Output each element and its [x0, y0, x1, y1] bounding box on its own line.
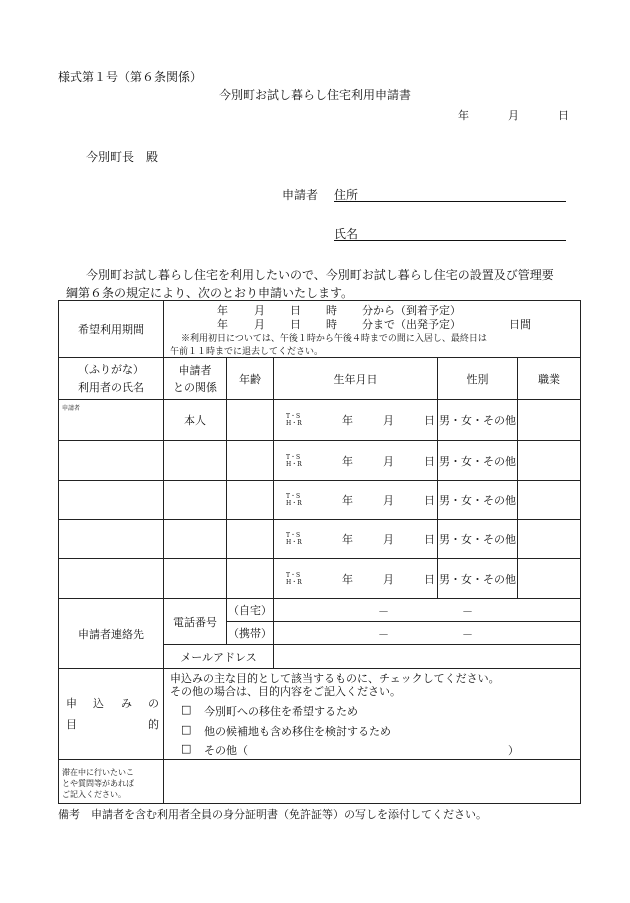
form-title: 今別町お試し暮らし住宅利用申請書 [219, 88, 412, 102]
relation-cell[interactable] [164, 441, 227, 481]
user-name-cell[interactable] [59, 559, 164, 599]
table-row [59, 481, 581, 520]
stay-label: 滞在中に行いたいこ とや質問等があれば ご記入ください。 [59, 760, 164, 804]
purpose-row [59, 669, 581, 760]
sex-cell[interactable]: 男・女・その他 [438, 520, 518, 559]
period-note-2: 午前１１時までに退去してください。 [170, 347, 324, 357]
birthdate-cell[interactable]: T・S H・R 年 月 日 [274, 481, 438, 520]
purpose-checkbox-1[interactable]: □ [181, 703, 192, 716]
relation-cell[interactable] [164, 559, 227, 599]
relation-cell[interactable] [164, 481, 227, 520]
job-cell[interactable] [518, 441, 581, 481]
purpose-instruction-2: その他の場合は、目的内容をご記入ください。 [170, 685, 401, 698]
mobile-label: （携帯） [227, 622, 274, 645]
addressee: 今別町長 殿 [86, 150, 159, 164]
era-choice[interactable]: T・S H・R [286, 532, 302, 546]
name-field[interactable] [334, 240, 566, 241]
birthdate-cell[interactable]: T・S H・R 年 月 日 [274, 441, 438, 481]
sex-cell[interactable]: 男・女・その他 [438, 441, 518, 481]
stay-field[interactable] [164, 760, 581, 804]
age-cell[interactable] [227, 400, 274, 441]
contact-label: 申請者連絡先 [59, 599, 164, 669]
job-cell[interactable] [518, 400, 581, 441]
age-cell[interactable] [227, 520, 274, 559]
table-row [59, 441, 581, 481]
date-month-label: 月 [508, 109, 519, 122]
birthdate-cell[interactable]: T・S H・R 年 月 日 [274, 520, 438, 559]
era-choice[interactable]: T・S H・R [286, 413, 302, 427]
intro-line-2: 綱第６条の規定により、次のとおり申請いたします。 [66, 286, 354, 300]
purpose-checkbox-3[interactable]: □ [181, 742, 192, 755]
email-field[interactable] [274, 645, 581, 669]
user-name-cell[interactable] [59, 441, 164, 481]
age-cell[interactable] [227, 441, 274, 481]
period-note-1: ※利用初日については、午後１時から午後４時までの間に入居し、最終日は [181, 334, 487, 344]
birthdate-cell[interactable]: T・S H・R 年 月 日 [274, 400, 438, 441]
job-cell[interactable] [518, 559, 581, 599]
sex-cell[interactable]: 男・女・その他 [438, 481, 518, 520]
purpose-option-2: 他の候補地も含め移住を検討するため [204, 725, 391, 738]
age-cell[interactable] [227, 559, 274, 599]
applicant-label: 申請者 [282, 188, 319, 202]
purpose-cell [164, 669, 581, 760]
period-cell[interactable]: 年 月 日 時 分から（到着予定） 年 月 日 時 分まで（出発予定） 日間 ※利用初日については、午後１時から午後４時までの間に入居し、最終日は 午前１１時までに退去してください。 [164, 301, 581, 358]
form-number: 様式第１号（第６条関係） [58, 70, 203, 84]
relation-cell[interactable] [164, 520, 227, 559]
purpose-label: 申 込 み の 目 的 [59, 669, 164, 760]
sex-cell[interactable]: 男・女・その他 [438, 400, 518, 441]
col-birthdate: 生年月日 [274, 358, 438, 400]
period-row [59, 301, 581, 358]
stay-row [59, 760, 581, 804]
purpose-instruction-1: 申込みの主な目的として該当するものに、チェックしてください。 [170, 672, 500, 685]
table-row [59, 520, 581, 559]
user-name-cell[interactable] [59, 400, 164, 441]
sex-cell[interactable]: 男・女・その他 [438, 559, 518, 599]
purpose-option-3-close: ） [508, 744, 519, 757]
phone-label: 電話番号 [164, 599, 227, 645]
era-choice[interactable]: T・S H・R [286, 453, 302, 468]
application-table [58, 300, 581, 804]
contact-home-row [59, 599, 581, 622]
col-relation: 申請者 との関係 [164, 358, 227, 400]
address-label: 住所 [334, 188, 359, 202]
col-job: 職業 [518, 358, 581, 400]
user-name-cell[interactable] [59, 520, 164, 559]
home-label: （自宅） [227, 599, 274, 622]
birthdate-cell[interactable]: T・S H・R 年 月 日 [274, 559, 438, 599]
date-year-label: 年 [458, 109, 469, 122]
date-day-label: 日 [558, 109, 569, 122]
mobile-phone-field[interactable]: － － [274, 622, 581, 645]
footer-note: 備考 申請者を含む利用者全員の身分証明書（免許証等）の写しを添付してください。 [58, 808, 487, 821]
user-name-cell[interactable] [59, 481, 164, 520]
name-label: 氏名 [334, 227, 359, 241]
period-label: 希望利用期間 [59, 301, 164, 358]
purpose-checkbox-2[interactable]: □ [181, 723, 192, 736]
applicant-tag: 申請者 [62, 405, 81, 412]
age-cell[interactable] [227, 481, 274, 520]
col-sex: 性別 [438, 358, 518, 400]
col-age: 年齢 [227, 358, 274, 400]
column-header-row [59, 358, 581, 400]
job-cell[interactable] [518, 481, 581, 520]
relation-cell: 本人 [164, 400, 227, 441]
purpose-option-3: その他（ [204, 744, 248, 757]
table-row [59, 559, 581, 599]
intro-line-1: 今別町お試し暮らし住宅を利用したいので、今別町お試し暮らし住宅の設置及び管理要 [86, 268, 554, 282]
table-row [59, 400, 581, 441]
email-label: メールアドレス [164, 645, 274, 669]
era-choice[interactable]: T・S H・R [286, 571, 302, 586]
purpose-option-1: 今別町への移住を希望するため [204, 705, 358, 718]
era-choice[interactable]: T・S H・R [286, 493, 302, 507]
job-cell[interactable] [518, 520, 581, 559]
address-field[interactable] [334, 201, 566, 202]
col-user-name: （ふりがな） 利用者の氏名 [59, 358, 164, 400]
home-phone-field[interactable]: － － [274, 599, 581, 622]
